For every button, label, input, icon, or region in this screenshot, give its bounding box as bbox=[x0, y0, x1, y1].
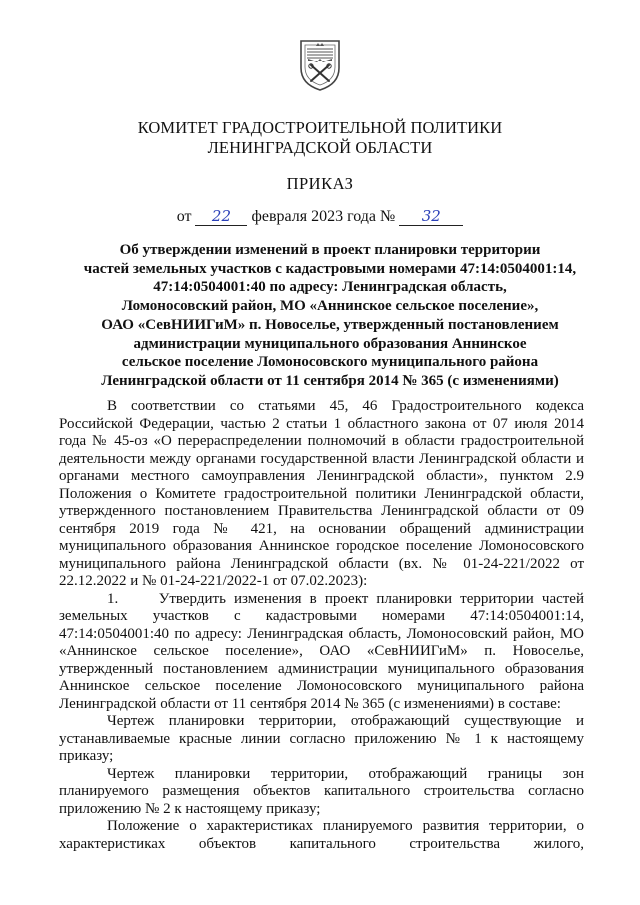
date-prefix: от bbox=[176, 208, 192, 225]
subject-line: ОАО «СевНИИГиМ» п. Новоселье, утвержденный постановлением bbox=[101, 316, 559, 333]
subject-line: Ленинградской области от 11 сентября 2014 № 365 (с изменениями) bbox=[101, 372, 559, 389]
order-title: ПРИКАЗ bbox=[286, 174, 354, 193]
item-1-drawing-red-lines: Чертеж планировки территории, отображающий существующие и устанавливаемые красные линии согласно приложению № 1 к настоящему приказу; bbox=[59, 713, 584, 764]
committee-line-1: КОМИТЕТ ГРАДОСТРОИТЕЛЬНОЙ ПОЛИТИКИ bbox=[137, 118, 503, 137]
committee-name bbox=[0, 118, 640, 158]
subject-line: Ломоносовский район, МО «Аннинское сельское поселение», bbox=[121, 298, 539, 315]
item-1-drawing-zones: Чертеж планировки территории, отображающий границы зон планируемого размещения объектов капитального строительства согласно приложению № 2 к настоящему приказу; bbox=[59, 765, 584, 817]
order-subject bbox=[70, 241, 590, 391]
subject-line: сельское поселение Ломоносовского муниципального района bbox=[121, 354, 539, 371]
subject-line: администрации муниципального образования Аннинское bbox=[133, 335, 527, 352]
subject-line: Об утверждении изменений в проект планировки территории bbox=[119, 242, 541, 258]
date-month-year: февраля 2023 года № bbox=[251, 208, 396, 225]
item-1-regulations: Положение о характеристиках планируемого развития территории, о характеристиках объектов капитального строительства жилого, bbox=[59, 818, 584, 852]
coat-of-arms-icon bbox=[298, 38, 342, 92]
subject-line: частей земельных участков с кадастровыми номерами 47:14:0504001:14, bbox=[83, 260, 577, 277]
handwritten-order-number: 32 bbox=[399, 207, 463, 226]
handwritten-day: 22 bbox=[195, 207, 247, 226]
committee-line-2: ЛЕНИНГРАДСКОЙ ОБЛАСТИ bbox=[207, 138, 433, 157]
preamble-paragraph: В соответствии со статьями 45, 46 Градостроительного кодекса Российской Федерации, частью 2 статьи 1 областного закона от 07 июля 2014 года № 45-оз «О перераспределении полномочий в области градостроительной деятельности между органами государственной власти Ленинградской области и органами местного самоуправления Ленинградской области», пунктом 2.9 Положения о Комитете градостроительной политики Ленинградской области, утвержденного постановлением Правительства Ленинградской области от 09 сентября 2019 года № 421, на основании обращений администрации муниципального образования Аннинское городское поселение Ломоносовского муниципального района Ленинградской области (вх. № 01-24-221/2022 от 22.12.2022 и № 01-24-221/2022-1 от 07.02.2023): bbox=[59, 398, 584, 589]
subject-line: 47:14:0504001:40 по адресу: Ленинградская область, bbox=[153, 279, 507, 296]
item-1-paragraph: 1. Утвердить изменения в проект планировки территории частей земельных участков с кадастровыми номерами 47:14:0504001:14, 47:14:0504001:40 по адресу: Ленинградская область, Ломоносовский район, МО «Аннинское сельское поселение», ОАО «СевНИИГиМ» п. Новоселье, утвержденный постановлением администрации муниципального образования Аннинское сельское поселение Ломоносовского муниципального района Ленинградской области от 11 сентября 2014 № 365 (с изменениями) в составе: bbox=[59, 590, 588, 712]
order-body bbox=[59, 398, 588, 853]
order-date-line bbox=[0, 207, 640, 226]
